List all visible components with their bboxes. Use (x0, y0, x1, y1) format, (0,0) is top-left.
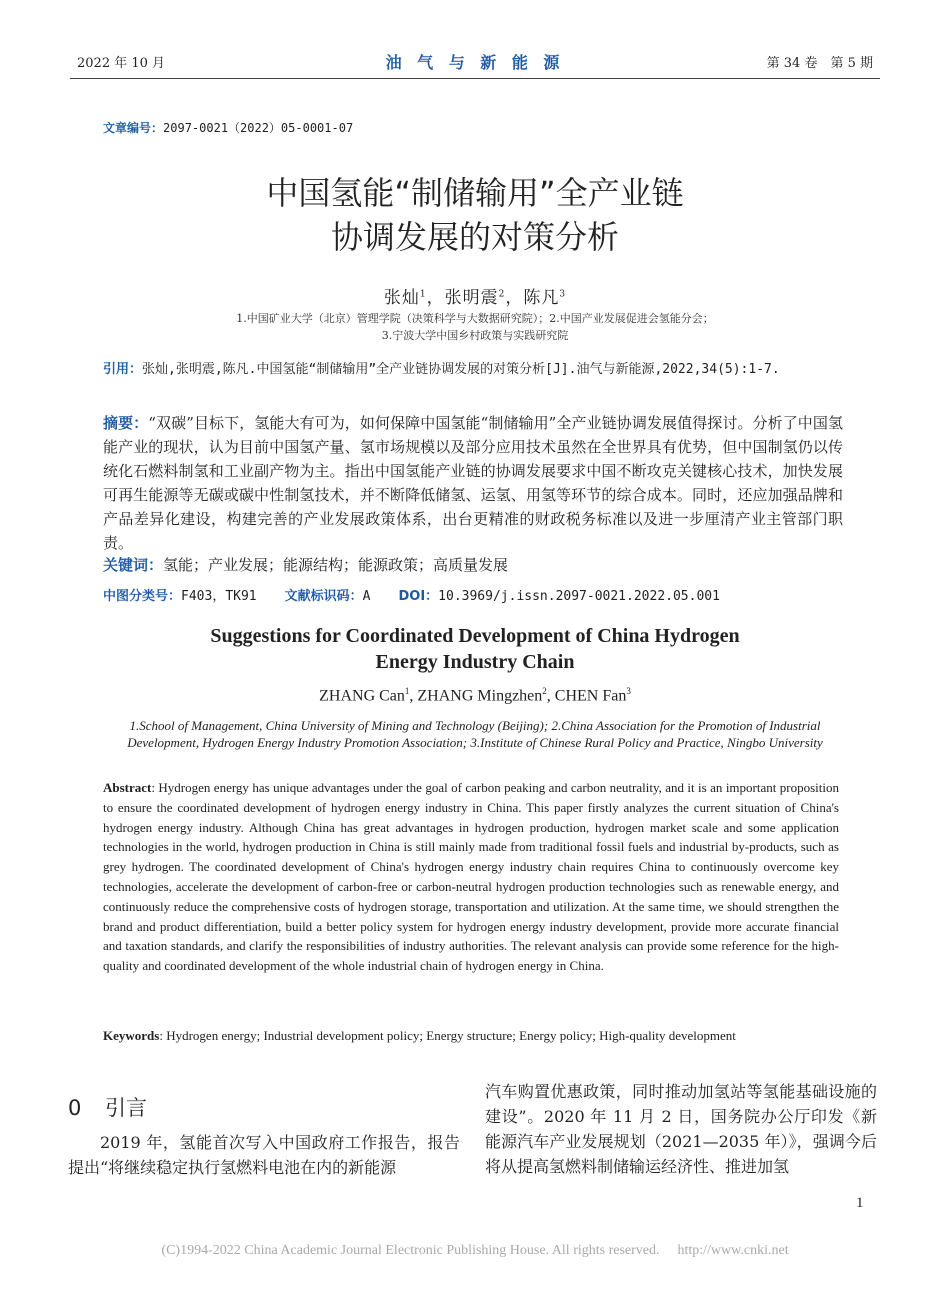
section-number: 0 (68, 1096, 82, 1120)
page-number: 1 (856, 1195, 864, 1211)
header-date: 2022 年 10 月 (77, 56, 166, 71)
author-cn-3: 陈凡 (523, 288, 560, 308)
author-en-1: ZHANG Can (319, 687, 405, 705)
doi-label: DOI： (398, 589, 439, 604)
keywords-cn (103, 554, 843, 575)
article-number (103, 119, 353, 136)
author-cn-1-affil: 1 (419, 289, 427, 300)
authors-en: ZHANG Can$^1$, ZHANG Mingzhen$^2$, CHEN Fan$^3$ (319, 686, 631, 705)
keywords-en-label: Keywords (103, 1028, 160, 1043)
affiliation-cn-line2: 3.宁波大学中国乡村政策与实践研究院 (381, 329, 569, 342)
body-paragraph-left: 2019 年，氢能首次写入中国政府工作报告，报告提出“将继续稳定执行氢燃料电池在内的新能源 (68, 1133, 460, 1177)
footer-copyright-text: (C)1994-2022 China Academic Journal Electronic Publishing House. All rights reserved. (161, 1243, 660, 1258)
citation-text: 张灿,张明震,陈凡.中国氢能“制储输用”全产业链协调发展的对策分析[J].油气与新能源,2022,34(5):1-7. (142, 362, 780, 377)
clc-label: 中图分类号： (103, 589, 182, 604)
body-column-right (485, 1079, 877, 1179)
keywords-en-text: : Hydrogen energy; Industrial development policy; Energy structure; Energy policy; High-quality development (159, 1028, 736, 1043)
abstract-cn-label: 摘要： (103, 414, 149, 432)
author-en-2: ZHANG Mingzhen (417, 687, 543, 705)
title-en-line2: Energy Industry Chain (375, 651, 575, 673)
author-cn-2-affil: 2 (498, 289, 506, 300)
abstract-en-text: : Hydrogen energy has unique advantages under the goal of carbon peaking and carbon neutrality, and it is an important proposition to ensure the coordinated development of hydrogen energy industry in China. This paper firstly analyzes the current situation of China's hydrogen energy industry. Although China has great advantages in hydrogen production, hydrogen market scale and some application technologies in the world, hydrogen production in China is still mainly made from traditional fossil fuels and industrial by-products, such as grey hydrogen. The coordinated development of China's hydrogen energy industry chain requires China to continuously overcome key technologies, accelerate the development of carbon-free or carbon-neutral hydrogen production technologies such as renewable energy, and continuously reduce the comprehensive costs of hydrogen storage, transportation and utilization. At the same time, we should strengthen the brand and product differentiation, build a better policy system for hydrogen energy industry development, provide more accurate financial and taxation standards, and clarify the responsibilities of industry authorities. The relevant analysis can provide some reference for the high-quality and coordinated development of the whole industrial chain of hydrogen energy in China. (103, 780, 839, 974)
doc-code-label: 文献标识码： (284, 589, 363, 604)
author-en-1-affil: 1 (404, 686, 410, 696)
article-number-label: 文章编号： (103, 121, 164, 135)
section-heading (68, 1092, 147, 1122)
affiliations-en: 1.School of Management, China University of Mining and Technology (Beijing); 2.China Association for the Promotion of Industrial Development, Hydrogen Energy Industry Promotion Association; 3.Institute of Chinese Rural Policy and Practice, Ningbo University (127, 718, 823, 750)
classification-line (103, 585, 863, 604)
abstract-cn (103, 411, 843, 555)
section-title: 引言 (105, 1096, 147, 1120)
footer-copyright (0, 1243, 950, 1259)
citation-label: 引用： (103, 362, 143, 377)
header-rule (70, 78, 880, 79)
footer-url[interactable]: http://www.cnki.net (677, 1243, 789, 1258)
affiliation-cn-line1: 1.中国矿业大学（北京）管理学院（决策科学与大数据研究院）；2.中国产业发展促进会氢能分会； (236, 312, 714, 325)
article-number-value: 2097-0021（2022）05-0001-07 (163, 121, 354, 135)
abstract-cn-text: “双碳”目标下，氢能大有可为，如何保障中国氢能“制储输用”全产业链协调发展值得探讨。分析了中国氢能产业的现状，认为目前中国氢产量、氢市场规模以及部分应用技术虽然在全世界具有优势，但中国制氢仍以传统化石燃料制氢和工业副产物为主。指出中国氢能产业链的协调发展要求中国不断攻克关键核心技术，加快发展可再生能源等无碳或碳中性制氢技术，并不断降低储氢、运氢、用氢等环节的综合成本。同时，还应加强品牌和产品差异化建设，构建完善的产业发展政策体系，出台更精准的财政税务标准以及进一步厘清产业主管部门职责。 (103, 414, 843, 552)
citation (103, 360, 843, 379)
doc-code-value: A (362, 589, 371, 604)
body-paragraph-right: 汽车购置优惠政策，同时推动加氢站等氢能基础设施的建设”。2020 年 11 月 2 日，国务院办公厅印发《新能源汽车产业发展规划（2021—2035 年）》，强调今后将从提高氢燃料制储输运经济性、推进加氢 (485, 1082, 877, 1176)
authors-cn: 张灿$^1$，张明震$^2$，陈凡$^3$ (383, 288, 567, 308)
keywords-en (103, 1026, 839, 1046)
doi-value[interactable]: 10.3969/j.issn.2097-0021.2022.05.001 (438, 589, 720, 604)
body-column-left (68, 1130, 460, 1180)
author-cn-2: 张明震 (444, 288, 499, 308)
volume-issue: 第 34 卷 第 5 期 (766, 56, 873, 71)
keywords-cn-text: 氢能；产业发展；能源结构；能源政策；高质量发展 (163, 556, 509, 574)
author-cn-1: 张灿 (383, 288, 420, 308)
author-en-3-affil: 3 (626, 686, 631, 696)
abstract-en (103, 778, 839, 976)
author-en-2-affil: 2 (542, 686, 547, 696)
abstract-en-label: Abstract (103, 780, 152, 795)
clc-value: F403，TK91 (181, 589, 257, 604)
keywords-cn-label: 关键词： (103, 556, 164, 574)
title-cn-line2: 协调发展的对策分析 (330, 218, 619, 256)
title-cn-line1: 中国氢能“制储输用”全产业链 (266, 174, 684, 212)
author-cn-3-affil: 3 (559, 289, 567, 300)
journal-name: 油 气 与 新 能 源 (385, 53, 565, 72)
title-en-line1: Suggestions for Coordinated Development of China Hydrogen (210, 625, 740, 647)
author-en-3: CHEN Fan (554, 687, 627, 705)
